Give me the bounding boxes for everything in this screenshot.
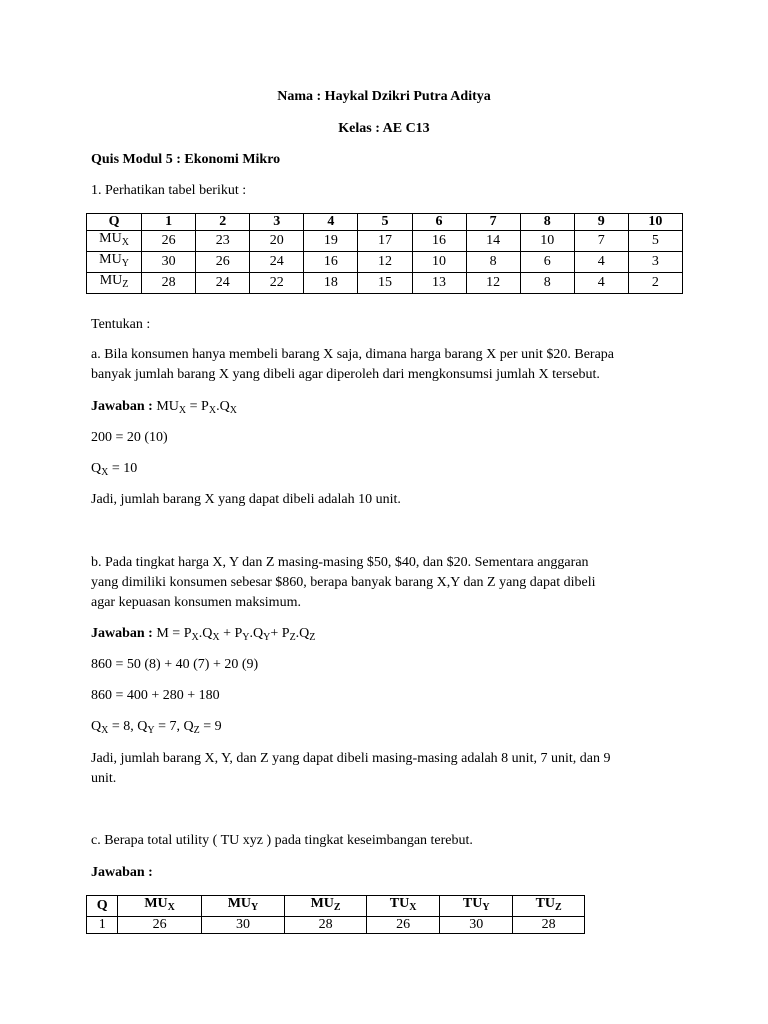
table-cell: 8 xyxy=(520,273,574,294)
eq-text: + P xyxy=(219,626,243,641)
tu-table-header xyxy=(118,896,201,917)
eq-text: .Q xyxy=(198,626,213,641)
eq-text: = 7, Q xyxy=(154,719,194,734)
eq-sub: Y xyxy=(147,725,155,736)
row-label-sub: Y xyxy=(121,258,129,269)
eq-text: Q xyxy=(91,719,102,734)
eq-text: .Q xyxy=(295,626,310,641)
mu-table-row xyxy=(87,252,683,273)
tu-table-header xyxy=(513,896,585,917)
header-sub: Y xyxy=(251,902,259,913)
mu-table-col-header: 10 xyxy=(628,214,682,231)
answer-b-eq4 xyxy=(91,718,222,740)
eq-text: Q xyxy=(91,461,102,476)
table-cell: 22 xyxy=(250,273,304,294)
table-cell: 4 xyxy=(574,252,628,273)
mu-table-header-row xyxy=(87,214,683,231)
answer-b-conclusion-line1: Jadi, jumlah barang X, Y, dan Z yang dapat dibeli masing-masing adalah 8 unit, 7 unit, dan 9 xyxy=(91,751,611,766)
student-name: Nama : Haykal Dzikri Putra Aditya xyxy=(277,89,491,104)
eq-sub: Z xyxy=(309,632,316,643)
table-cell: 10 xyxy=(520,231,574,252)
eq-sub: X xyxy=(212,632,220,643)
eq-sub: Z xyxy=(289,632,296,643)
mu-table-col-header: 9 xyxy=(574,214,628,231)
eq-text: = 10 xyxy=(108,461,138,476)
answer-a-conclusion: Jadi, jumlah barang X yang dapat dibeli adalah 10 unit. xyxy=(91,492,401,507)
jawaban-label: Jawaban : xyxy=(91,626,153,641)
tu-table-header xyxy=(201,896,284,917)
quiz-title: Quis Modul 5 : Ekonomi Mikro xyxy=(91,152,281,167)
header-sub: X xyxy=(167,902,175,913)
student-class: Kelas : AE C13 xyxy=(338,121,430,136)
table-cell: 10 xyxy=(412,252,466,273)
eq-sub: X xyxy=(191,632,199,643)
table-cell: 28 xyxy=(285,917,367,934)
question-b-line1: b. Pada tingkat harga X, Y dan Z masing-masing $50, $40, dan $20. Sementara anggaran xyxy=(91,555,589,570)
header-sub: Z xyxy=(333,902,341,913)
table-cell: 24 xyxy=(250,252,304,273)
table-cell: 30 xyxy=(142,252,196,273)
row-label-sub: X xyxy=(121,237,129,248)
mu-table-col-header: 4 xyxy=(304,214,358,231)
question-c: c. Berapa total utility ( TU xyz ) pada tingkat keseimbangan terebut. xyxy=(91,833,473,848)
eq-sub: X xyxy=(101,467,109,478)
header-sub: X xyxy=(409,902,417,913)
mu-row-label xyxy=(87,273,142,294)
table-cell: 26 xyxy=(142,231,196,252)
answer-b-conclusion-line2: unit. xyxy=(91,771,117,786)
eq-text: = 9 xyxy=(199,719,222,734)
table-cell: 26 xyxy=(196,252,250,273)
tentukan-label: Tentukan : xyxy=(91,317,151,332)
mu-table-row xyxy=(87,273,683,294)
header-text: TU xyxy=(462,896,483,911)
header-text: MU xyxy=(144,896,168,911)
table-cell: 7 xyxy=(574,231,628,252)
eq-sub: X xyxy=(229,405,237,416)
question-b-line2: yang dimiliki konsumen sebesar $860, berapa banyak barang X,Y dan Z yang dapat dibeli xyxy=(91,575,596,590)
answer-a-eq3 xyxy=(91,460,137,482)
q1-prompt: 1. Perhatikan tabel berikut : xyxy=(91,183,247,198)
table-cell: 13 xyxy=(412,273,466,294)
question-a-line1: a. Bila konsumen hanya membeli barang X saja, dimana harga barang X per unit $20. Berapa xyxy=(91,347,615,362)
table-cell: 12 xyxy=(466,273,520,294)
table-cell: 12 xyxy=(358,252,412,273)
table-cell: 30 xyxy=(440,917,513,934)
eq-text: + P xyxy=(270,626,290,641)
eq-text: = P xyxy=(186,399,209,414)
eq-sub: X xyxy=(208,405,217,416)
table-cell: 19 xyxy=(304,231,358,252)
table-cell: 15 xyxy=(358,273,412,294)
table-cell: 26 xyxy=(118,917,201,934)
mu-table-col-header: 6 xyxy=(412,214,466,231)
table-cell: 5 xyxy=(628,231,682,252)
row-label-text: MU xyxy=(99,273,123,288)
jawaban-label: Jawaban : xyxy=(91,399,153,414)
eq-text: M = P xyxy=(152,626,192,641)
mu-table-col-header: 7 xyxy=(466,214,520,231)
table-cell: 28 xyxy=(142,273,196,294)
table-cell: 28 xyxy=(513,917,585,934)
row-label-text: MU xyxy=(99,252,122,267)
table-cell: 20 xyxy=(250,231,304,252)
table-cell: 17 xyxy=(358,231,412,252)
tu-table-row xyxy=(87,917,585,934)
mu-table-col-header: 8 xyxy=(520,214,574,231)
eq-sub: Y xyxy=(263,632,271,643)
answer-a-eq1 xyxy=(91,398,237,420)
header-text: TU xyxy=(389,896,410,911)
jawaban-label: Jawaban : xyxy=(91,865,153,880)
eq-text: .Q xyxy=(216,399,230,414)
table-cell: 23 xyxy=(196,231,250,252)
tu-table-header xyxy=(285,896,367,917)
eq-sub: Z xyxy=(193,725,200,736)
header-sub: Z xyxy=(555,902,562,913)
answer-b-eq3: 860 = 400 + 280 + 180 xyxy=(91,688,220,703)
answer-b-eq2: 860 = 50 (8) + 40 (7) + 20 (9) xyxy=(91,657,259,672)
mu-table-col-header: 5 xyxy=(358,214,412,231)
tu-table xyxy=(86,895,585,934)
table-cell: 18 xyxy=(304,273,358,294)
tu-table-header-row xyxy=(87,896,585,917)
tu-table-header xyxy=(87,896,118,917)
table-cell: 1 xyxy=(87,917,118,934)
table-cell: 24 xyxy=(196,273,250,294)
question-b-line3: agar kepuasan konsumen maksimum. xyxy=(91,595,301,610)
mu-row-label xyxy=(87,252,142,273)
mu-table-q-header: Q xyxy=(87,214,142,231)
mu-table-col-header: 2 xyxy=(196,214,250,231)
table-cell: 8 xyxy=(466,252,520,273)
eq-sub: X xyxy=(178,405,187,416)
eq-text: = 8, Q xyxy=(108,719,148,734)
mu-table xyxy=(86,213,683,294)
tu-table-header xyxy=(367,896,440,917)
header-text: TU xyxy=(535,896,556,911)
tu-table-header xyxy=(440,896,513,917)
header-text: Q xyxy=(96,898,108,913)
table-cell: 26 xyxy=(367,917,440,934)
header-sub: Y xyxy=(482,902,490,913)
mu-table-col-header: 1 xyxy=(142,214,196,231)
table-cell: 3 xyxy=(628,252,682,273)
eq-sub: Y xyxy=(242,632,250,643)
table-cell: 16 xyxy=(412,231,466,252)
row-label-text: MU xyxy=(99,231,122,246)
row-label-sub: Z xyxy=(122,279,129,290)
eq-sub: X xyxy=(101,725,109,736)
mu-table-col-header: 3 xyxy=(250,214,304,231)
table-cell: 14 xyxy=(466,231,520,252)
header-text: MU xyxy=(227,896,252,911)
eq-text: MU xyxy=(156,399,179,414)
eq-text: .Q xyxy=(249,626,264,641)
table-cell: 6 xyxy=(520,252,574,273)
answer-a-eq2: 200 = 20 (10) xyxy=(91,430,168,445)
table-cell: 4 xyxy=(574,273,628,294)
mu-table-row xyxy=(87,231,683,252)
table-cell: 30 xyxy=(201,917,284,934)
table-cell: 16 xyxy=(304,252,358,273)
header-text: MU xyxy=(310,896,334,911)
mu-row-label xyxy=(87,231,142,252)
table-cell: 2 xyxy=(628,273,682,294)
answer-b-eq1 xyxy=(91,625,315,647)
question-a-line2: banyak jumlah barang X yang dibeli agar diperoleh dari mengkonsumsi jumlah X tersebut. xyxy=(91,367,600,382)
